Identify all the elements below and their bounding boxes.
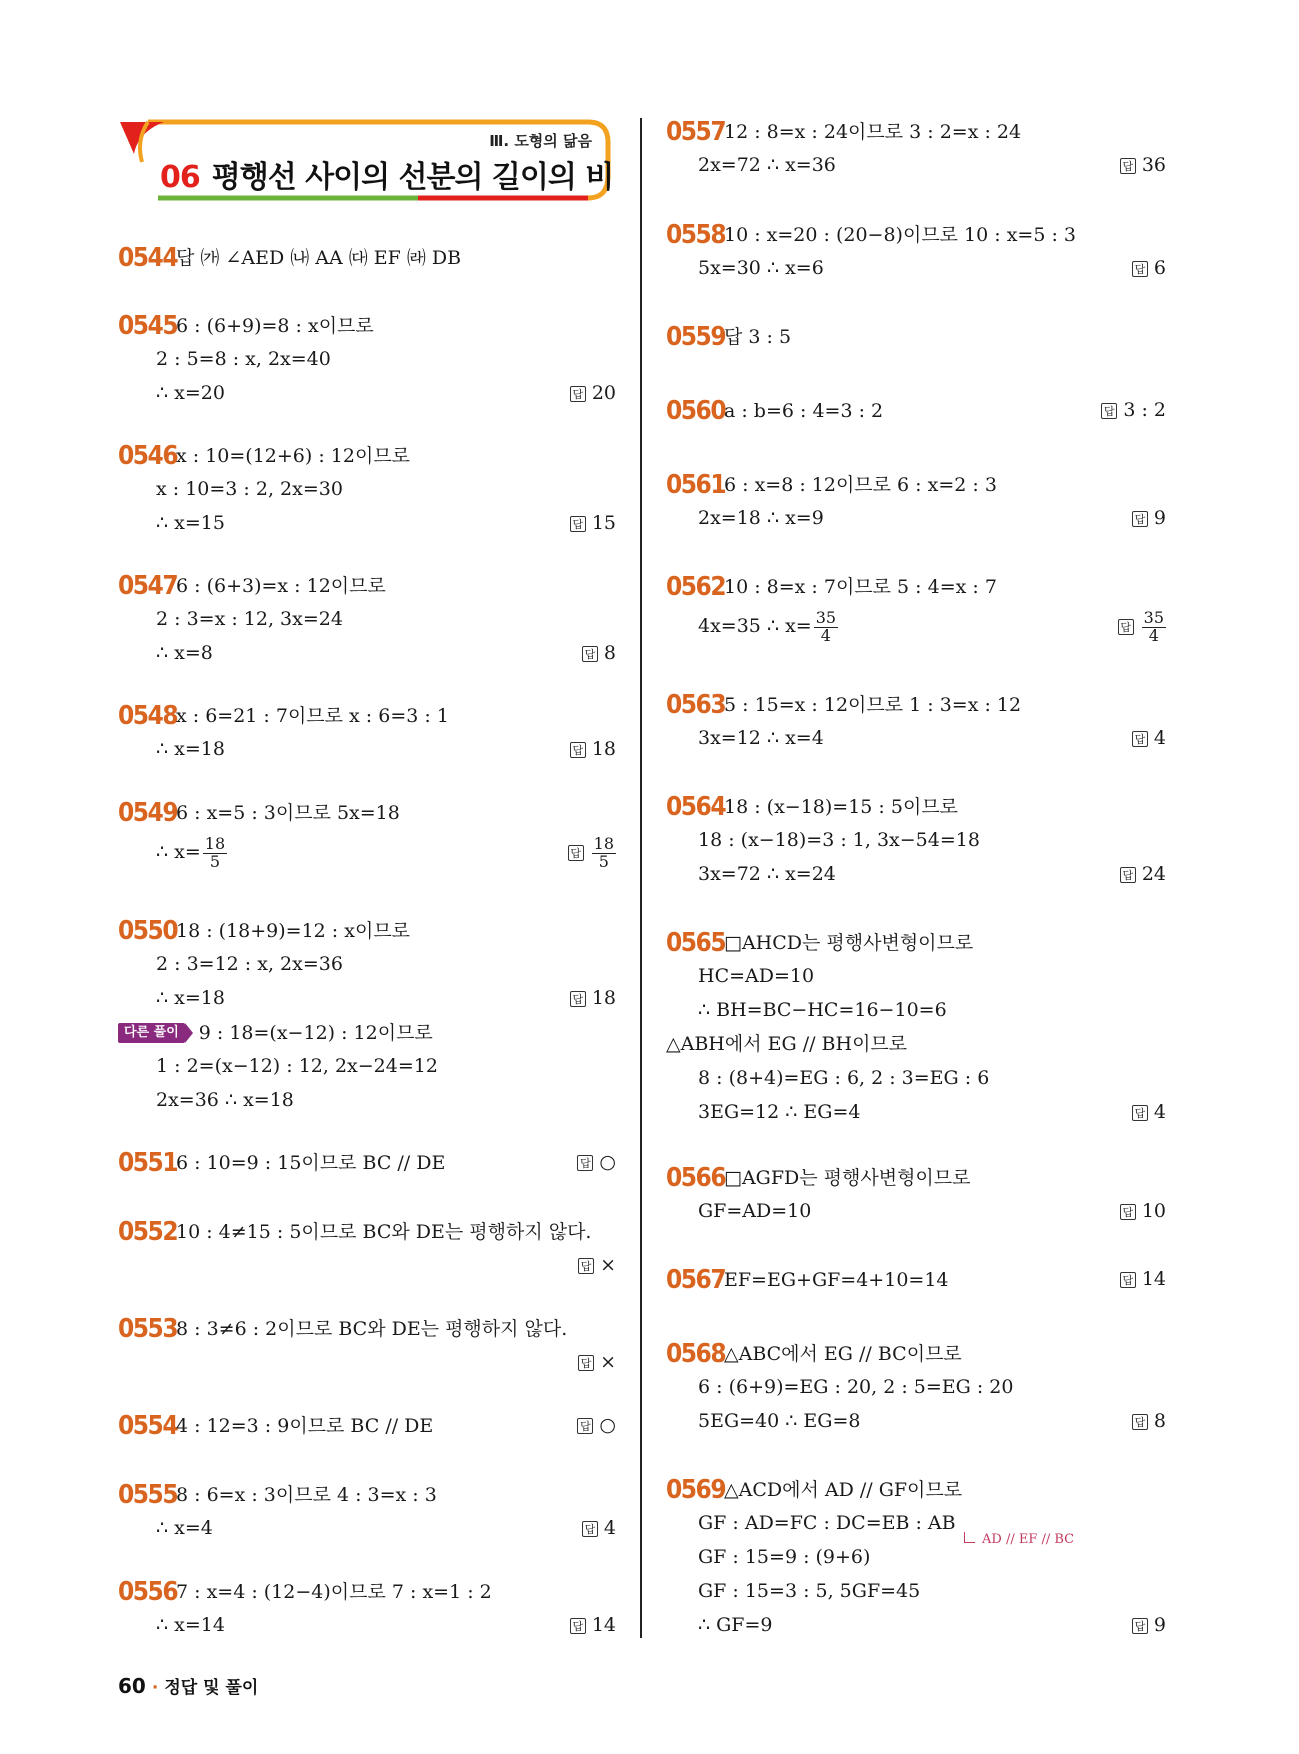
problem-line: 9 : 18=(x−12) : 12이므로	[198, 1022, 433, 1044]
problem-line: 2 : 3=x : 12, 3x=24	[156, 608, 343, 630]
answer	[577, 1408, 616, 1442]
answer-value: 18	[591, 987, 616, 1009]
problem-line: 18 : (x−18)=3 : 1, 3x−54=18	[698, 829, 980, 851]
problem-0550	[118, 913, 616, 1117]
answer-icon	[1132, 1105, 1148, 1121]
denominator: 5	[598, 851, 609, 871]
problem-line: EF=EG+GF=4+10=14	[724, 1269, 949, 1291]
problem-line: 1 : 2=(x−12) : 12, 2x−24=12	[156, 1055, 438, 1077]
answer-value: ×	[600, 1254, 616, 1276]
answer-value: 36	[1141, 154, 1166, 176]
problem-number: 0565	[666, 928, 726, 958]
answer	[570, 506, 616, 540]
problem-line: 6 : x=5 : 3이므로 5x=18	[176, 802, 400, 824]
answer-value: 8	[1153, 1410, 1166, 1432]
problem-0568	[666, 1336, 1166, 1438]
numerator: 35	[1143, 607, 1164, 627]
denominator: 4	[1148, 625, 1159, 645]
problem-number: 0562	[666, 572, 726, 602]
problem-0545	[118, 308, 616, 410]
problem-line: 2x=36 ∴ x=18	[156, 1089, 294, 1111]
problem-line: ∴ BH=BC−HC=16−10=6	[698, 999, 947, 1021]
problem-number: 0545	[118, 311, 178, 341]
answer-value: 9	[1153, 507, 1166, 529]
problem-0562	[666, 569, 1166, 649]
answer-value: ○	[599, 1151, 616, 1173]
answer	[1118, 603, 1166, 649]
problem-0551	[118, 1145, 616, 1179]
note-bracket	[964, 1532, 975, 1543]
problem-line: ∴ x=20	[156, 382, 225, 404]
problem-number: 0547	[118, 571, 178, 601]
problem-line: 2x=18 ∴ x=9	[698, 507, 824, 529]
problem-line: 8 : (8+4)=EG : 6, 2 : 3=EG : 6	[698, 1067, 990, 1089]
problem-line: 10 : 4≠15 : 5이므로 BC와 DE는 평행하지 않다.	[176, 1221, 592, 1243]
problem-0546	[118, 438, 616, 540]
answer-icon	[1120, 1272, 1136, 1288]
answer-value: 4	[1153, 1101, 1166, 1123]
problem-line: x : 10=(12+6) : 12이므로	[176, 445, 411, 467]
answer-value: 6	[1153, 257, 1166, 279]
problem-number: 0557	[666, 117, 726, 147]
answer-icon	[1120, 1204, 1136, 1220]
answer-icon	[577, 1155, 593, 1171]
problem-line: 6 : 10=9 : 15이므로 BC // DE	[176, 1152, 446, 1174]
problem-line: HC=AD=10	[698, 965, 815, 987]
problem-line: △ABC에서 EG // BC이므로	[724, 1343, 962, 1365]
problem-line: 6 : (6+9)=EG : 20, 2 : 5=EG : 20	[698, 1376, 1014, 1398]
problem-number: 0550	[118, 916, 178, 946]
answer	[1132, 1095, 1166, 1129]
problem-line: ∴ x=18	[156, 987, 225, 1009]
page-number: 60	[118, 1674, 146, 1698]
answer-value: ×	[600, 1351, 616, 1373]
answer-icon	[1132, 1618, 1148, 1634]
numerator: 18	[593, 833, 614, 853]
problem-number: 0556	[118, 1577, 178, 1607]
numerator: 35	[815, 607, 837, 627]
chapter-title	[160, 152, 613, 196]
problem-line: 10 : x=20 : (20−8)이므로 10 : x=5 : 3	[724, 224, 1077, 246]
problem-number: 0561	[666, 470, 726, 500]
problem-number: 0568	[666, 1339, 726, 1369]
denominator: 4	[820, 625, 831, 645]
problem-line: GF : 15=3 : 5, 5GF=45	[698, 1580, 921, 1602]
problem-number: 0567	[666, 1265, 726, 1295]
problem-line: x : 6=21 : 7이므로 x : 6=3 : 1	[176, 705, 449, 727]
problem-line: a : b=6 : 4=3 : 2	[724, 400, 884, 422]
problem-number: 0551	[118, 1148, 178, 1178]
problem-line: GF=AD=10	[698, 1200, 812, 1222]
answer-value: 10	[1141, 1200, 1166, 1222]
problem-number: 0569	[666, 1475, 726, 1505]
answer-value: 14	[591, 1614, 616, 1636]
answer	[582, 1511, 616, 1545]
problem-0547	[118, 568, 616, 670]
answer-icon	[1132, 1414, 1148, 1430]
answer-icon	[570, 516, 586, 532]
answer	[570, 732, 616, 766]
fraction	[203, 833, 227, 871]
answer-icon	[1120, 867, 1136, 883]
answer	[568, 829, 616, 875]
problem-number: 0554	[118, 1411, 178, 1441]
answer-icon	[568, 845, 584, 861]
answer-icon	[1132, 261, 1148, 277]
problem-line: □AGFD는 평행사변형이므로	[724, 1167, 971, 1189]
problem-line: 2 : 5=8 : x, 2x=40	[156, 348, 331, 370]
problem-line: 답 ㈎ ∠AED ㈏ AA ㈐ EF ㈑ DB	[176, 247, 462, 269]
problem-0555	[118, 1477, 616, 1545]
problem-line: 12 : 8=x : 24이므로 3 : 2=x : 24	[724, 121, 1022, 143]
problem-line: 6 : (6+9)=8 : x이므로	[176, 315, 374, 337]
problem-0548	[118, 698, 616, 766]
problem-line: 5 : 15=x : 12이므로 1 : 3=x : 12	[724, 694, 1022, 716]
problem-line: ∴ x=15	[156, 512, 225, 534]
answer-icon	[578, 1258, 594, 1274]
answer-value: 24	[1141, 863, 1166, 885]
problem-number: 0546	[118, 441, 178, 471]
problem-line: 8 : 3≠6 : 2이므로 BC와 DE는 평행하지 않다.	[176, 1318, 568, 1340]
numerator: 18	[204, 833, 226, 853]
answer-icon	[1118, 619, 1134, 635]
answer-value: ○	[599, 1414, 616, 1436]
problem-0564	[666, 789, 1166, 891]
answer	[578, 1345, 616, 1379]
answer-value: 8	[603, 642, 616, 664]
answer-icon	[570, 1618, 586, 1634]
answer	[577, 1145, 616, 1179]
answer-value: 4	[603, 1517, 616, 1539]
answer-value: 20	[591, 382, 616, 404]
problem-line: ∴ x=	[156, 841, 201, 863]
problem-0544	[118, 240, 616, 274]
chapter-number: 06	[160, 160, 200, 195]
chapter-banner	[118, 116, 614, 204]
problem-0554	[118, 1408, 616, 1442]
problem-0565	[666, 925, 1166, 1129]
problem-number: 0553	[118, 1314, 178, 1344]
problem-number: 0558	[666, 220, 726, 250]
problem-number: 0549	[118, 798, 178, 828]
answer-icon	[1132, 731, 1148, 747]
problem-line: 18 : (18+9)=12 : x이므로	[176, 920, 411, 942]
answer	[1132, 1608, 1166, 1642]
problem-line: 6 : x=8 : 12이므로 6 : x=2 : 3	[724, 474, 997, 496]
answer-icon	[578, 1355, 594, 1371]
problem-line: 8 : 6=x : 3이므로 4 : 3=x : 3	[176, 1484, 437, 1506]
problem-0563	[666, 687, 1166, 755]
answer	[578, 1248, 616, 1282]
answer-fraction	[592, 833, 616, 871]
problem-number: 0559	[666, 322, 726, 352]
answer-icon	[1101, 403, 1117, 419]
problem-number: 0552	[118, 1217, 178, 1247]
answer-value: 18	[591, 738, 616, 760]
problem-0552	[118, 1214, 616, 1282]
answer-icon	[570, 386, 586, 402]
answer	[1120, 1194, 1166, 1228]
answer-icon	[570, 991, 586, 1007]
problem-line: 5x=30 ∴ x=6	[698, 257, 824, 279]
chapter-title-text: 평행선 사이의 선분의 길이의 비	[211, 160, 614, 195]
problem-line: 3x=72 ∴ x=24	[698, 863, 836, 885]
denominator: 5	[209, 851, 221, 871]
answer-value: 9	[1153, 1614, 1166, 1636]
answer-icon	[577, 1418, 593, 1434]
problem-line: 18 : (x−18)=15 : 5이므로	[724, 796, 959, 818]
problem-number: 0566	[666, 1163, 726, 1193]
answer	[1120, 1262, 1166, 1296]
problem-line: 5EG=40 ∴ EG=8	[698, 1410, 861, 1432]
alt-solution-badge: 다른 풀이	[118, 1023, 185, 1043]
problem-line: ∴ GF=9	[698, 1614, 773, 1636]
problem-line: 6 : (6+3)=x : 12이므로	[176, 575, 386, 597]
answer-fraction	[1142, 607, 1166, 645]
answer	[1132, 721, 1166, 755]
footer-label: 정답 및 풀이	[164, 1678, 259, 1698]
problem-line: △ACD에서 AD // GF이므로	[724, 1479, 963, 1501]
problem-line: 3x=12 ∴ x=4	[698, 727, 824, 749]
answer	[1120, 857, 1166, 891]
answer	[1132, 251, 1166, 285]
problem-line: ∴ x=8	[156, 642, 213, 664]
answer-icon	[1132, 511, 1148, 527]
answer-icon	[582, 1521, 598, 1537]
problem-0560	[666, 393, 1166, 427]
problem-line: 4x=35 ∴ x=	[698, 615, 812, 637]
problem-0553	[118, 1311, 616, 1379]
answer	[1132, 501, 1166, 535]
answer	[1120, 148, 1166, 182]
answer-value: 3 : 2	[1123, 399, 1166, 421]
problem-line: ∴ x=4	[156, 1517, 213, 1539]
problem-0569	[666, 1472, 1166, 1642]
problem-line: GF : AD=FC : DC=EB : AB	[698, 1512, 956, 1534]
answer	[570, 1608, 616, 1642]
answer-value: 4	[1153, 727, 1166, 749]
problem-line: □AHCD는 평행사변형이므로	[724, 932, 974, 954]
problem-line: △ABH에서 EG // BH이므로	[666, 1033, 908, 1055]
problem-line: 10 : 8=x : 7이므로 5 : 4=x : 7	[724, 576, 997, 598]
problem-0549	[118, 795, 616, 875]
problem-number: 0544	[118, 243, 178, 273]
problem-number: 0548	[118, 701, 178, 731]
problem-line: ∴ x=18	[156, 738, 225, 760]
problem-line: 2 : 3=12 : x, 2x=36	[156, 953, 343, 975]
answer-icon	[570, 742, 586, 758]
answer	[570, 981, 616, 1015]
problem-0567	[666, 1262, 1166, 1296]
problem-line: 7 : x=4 : (12−4)이므로 7 : x=1 : 2	[176, 1581, 492, 1603]
problem-0566	[666, 1160, 1166, 1228]
problem-0557	[666, 114, 1166, 182]
column-divider	[640, 118, 642, 1638]
problem-number: 0560	[666, 396, 726, 426]
answer-value: 15	[591, 512, 616, 534]
fraction	[814, 607, 838, 645]
problem-line: GF : 15=9 : (9+6)	[698, 1546, 871, 1568]
problem-0559	[666, 319, 1166, 353]
problem-number: 0555	[118, 1480, 178, 1510]
unit-label: Ⅲ. 도형의 닮음	[489, 132, 592, 150]
answer-value: 14	[1141, 1268, 1166, 1290]
problem-0558	[666, 217, 1166, 285]
answer	[1101, 393, 1166, 427]
problem-0561	[666, 467, 1166, 535]
problem-number: 0563	[666, 690, 726, 720]
answer-icon	[582, 646, 598, 662]
answer	[1132, 1404, 1166, 1438]
footer-separator: ·	[151, 1678, 159, 1698]
answer-icon	[1120, 158, 1136, 174]
problem-line: 4 : 12=3 : 9이므로 BC // DE	[176, 1415, 434, 1437]
page-footer	[118, 1673, 258, 1698]
side-note: AD // EF // BC	[982, 1532, 1075, 1547]
problem-number: 0564	[666, 792, 726, 822]
problem-0556	[118, 1574, 616, 1642]
answer	[582, 636, 616, 670]
problem-line: x : 10=3 : 2, 2x=30	[156, 478, 343, 500]
problem-line: 3EG=12 ∴ EG=4	[698, 1101, 861, 1123]
answer	[570, 376, 616, 410]
problem-line: 2x=72 ∴ x=36	[698, 154, 836, 176]
problem-line: 답 3 : 5	[724, 326, 792, 348]
problem-line: ∴ x=14	[156, 1614, 225, 1636]
